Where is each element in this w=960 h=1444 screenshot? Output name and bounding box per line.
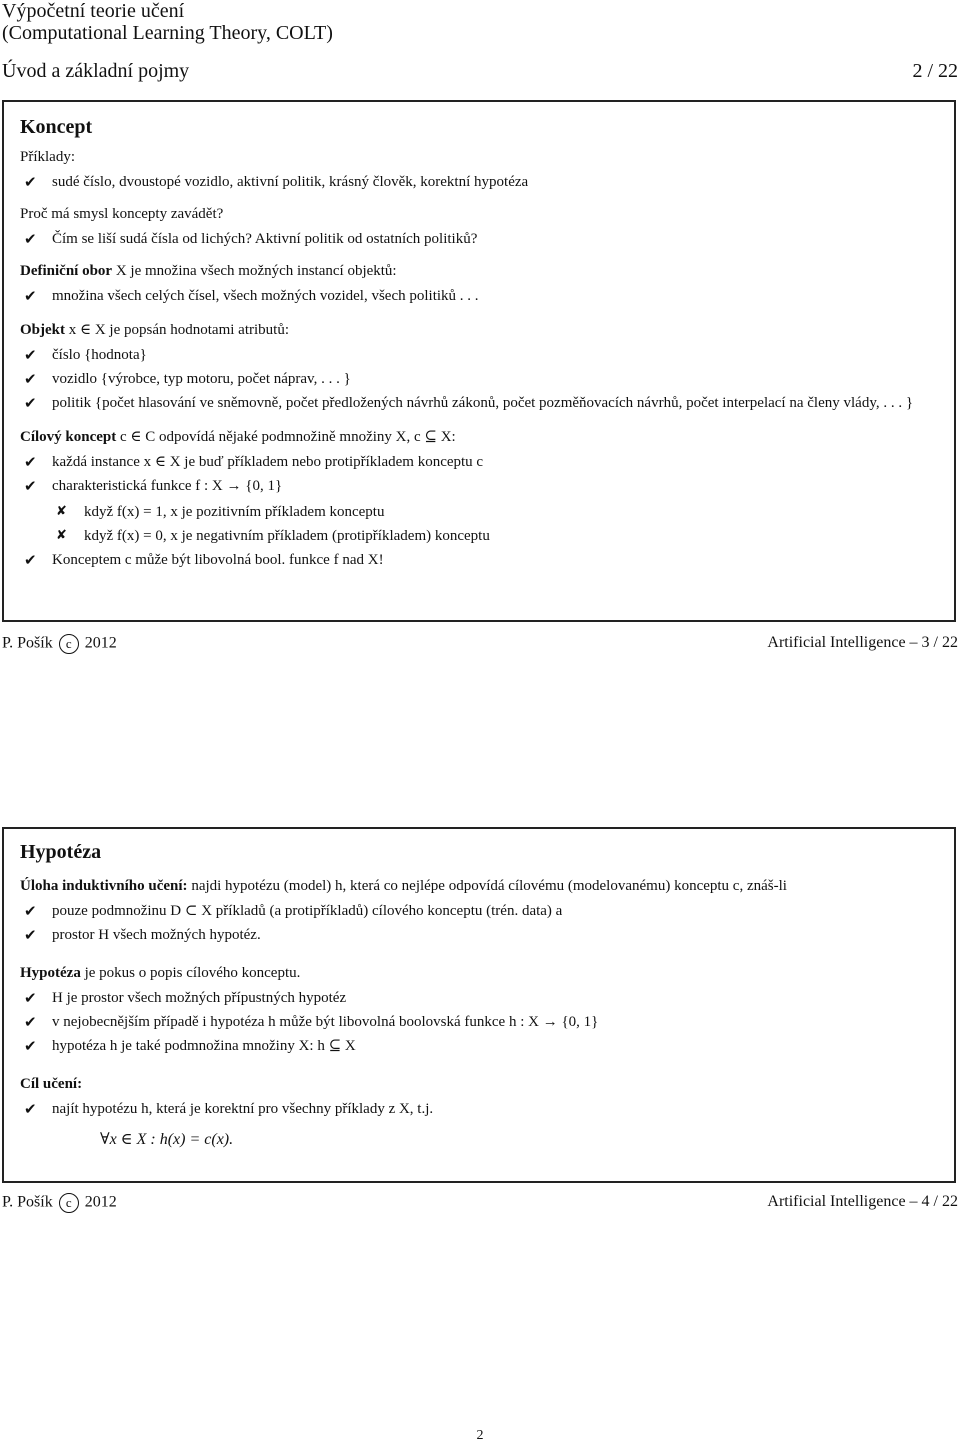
goal-formula: ∀x ∈ X : h(x) = c(x). [100, 1131, 234, 1148]
list-item: ✔ v nejobecnějším případě i hypotéza h může být libovolná boolovská funkce h : X → {0, 1} [24, 1013, 599, 1031]
list-item: ✔ H je prostor všech možných přípustných hypotéz [24, 989, 347, 1007]
list-item: ✔ množina všech celých čísel, všech možných vozidel, všech politiků . . . [24, 287, 479, 305]
object-list [20, 345, 938, 413]
list-item: ✔ Konceptem c může být libovolná bool. funkce f nad X! [24, 551, 384, 569]
target-concept-list [20, 452, 938, 570]
check-icon: ✔ [24, 346, 37, 364]
sublist-item: ✘ když f(x) = 0, x je negativním příkladem (protipříkladem) konceptu [56, 528, 490, 544]
check-icon: ✔ [24, 902, 37, 920]
list-item: ✔ sudé číslo, dvoustopé vozidlo, aktivní politik, krásný člověk, korektní hypotéza [24, 173, 529, 191]
paragraph-examples: Příklady: [20, 149, 75, 165]
copyright-icon: c [59, 634, 79, 654]
paragraph-hypothesis: Hypotéza je pokus o popis cílového konceptu. [20, 965, 301, 981]
check-icon: ✔ [24, 989, 37, 1007]
section-header [2, 60, 958, 83]
slide-footer [2, 1193, 958, 1213]
check-icon: ✔ [24, 453, 37, 471]
footer-course: Artificial Intelligence – 3 / 22 [767, 634, 958, 651]
check-icon: ✔ [24, 394, 37, 412]
list-item: ✔ číslo {hodnota} [24, 346, 147, 364]
footer-course: Artificial Intelligence – 4 / 22 [767, 1193, 958, 1210]
list-item: ✔ hypotéza h je také podmnožina množiny X: h ⊆ X [24, 1037, 356, 1055]
section-title: Úvod a základní pojmy [2, 60, 190, 82]
slide-footer [2, 634, 958, 654]
document-title-line1: Výpočetní teorie učení [2, 0, 185, 22]
list-item: ✔ vozidlo {výrobce, typ motoru, počet náprav, . . . } [24, 370, 351, 388]
examples-list [20, 172, 938, 192]
cross-icon: ✘ [56, 504, 67, 519]
check-icon: ✔ [24, 1037, 37, 1055]
section-page-count: 2 / 22 [912, 60, 958, 82]
paragraph-object: Objekt x ∈ X je popsán hodnotami atributů: [20, 322, 289, 338]
check-icon: ✔ [24, 173, 37, 191]
paragraph-why: Proč má smysl koncepty zavádět? [20, 206, 224, 222]
check-icon: ✔ [24, 926, 37, 944]
list-item: ✔ každá instance x ∈ X je buď příkladem nebo protipříkladem konceptu c [24, 453, 484, 471]
goal-list [20, 1099, 938, 1119]
slide-title: Hypotéza [20, 841, 102, 863]
list-item: ✔ pouze podmnožinu D ⊂ X příkladů (a protipříkladů) cílového konceptu (trén. data) a [24, 902, 563, 920]
paragraph-domain: Definiční obor X je množina všech možných instancí objektů: [20, 263, 397, 279]
task-list [20, 901, 938, 945]
list-item: ✔ najít hypotézu h, která je korektní pro všechny příklady z X, t.j. [24, 1100, 434, 1118]
sublist-item: ✘ když f(x) = 1, x je pozitivním příkladem konceptu [56, 504, 385, 520]
document-title-line2: (Computational Learning Theory, COLT) [2, 22, 333, 44]
list-item: ✔ politik {počet hlasování ve sněmovně, počet předložených návrhů zákonů, počet pozměňovacích návrhů, počet interpelací na členy vlády, . . . } [24, 394, 914, 412]
hypothesis-list [20, 988, 938, 1056]
check-icon: ✔ [24, 370, 37, 388]
list-item: ✔ prostor H všech možných hypotéz. [24, 926, 261, 944]
check-icon: ✔ [24, 1100, 37, 1118]
slide-title: Koncept [20, 116, 93, 138]
slide-koncept [2, 100, 956, 622]
cross-icon: ✘ [56, 528, 67, 543]
list-item: ✔ charakteristická funkce f : X → {0, 1} ✘ když f(x) = 1, x je pozitivním příkladem konceptu ✘ když f(x) = 0, x je negativním příkladem (protipříkladem) konceptu [20, 476, 938, 546]
list-item: ✔ Čím se liší sudá čísla od lichých? Aktivní politik od ostatních politiků? [24, 230, 478, 248]
check-icon: ✔ [24, 287, 37, 305]
copyright-icon: c [59, 1193, 79, 1213]
document-title [2, 0, 333, 44]
author: P. Pošík [2, 1193, 53, 1211]
check-icon: ✔ [24, 477, 37, 495]
sublist [52, 502, 938, 546]
domain-list [20, 286, 938, 306]
slide-hypoteza [2, 827, 956, 1183]
check-icon: ✔ [24, 1013, 37, 1031]
page-number: 2 [476, 1428, 484, 1443]
paragraph-target-concept: Cílový koncept c ∈ C odpovídá nějaké podmnožině množiny X, c ⊆ X: [20, 429, 456, 445]
check-icon: ✔ [24, 230, 37, 248]
paragraph-task: Úloha induktivního učení: najdi hypotézu (model) h, která co nejlépe odpovídá cílovému (modelovanému) konceptu c, znáš-li [20, 878, 787, 894]
check-icon: ✔ [24, 551, 37, 569]
paragraph-goal: Cíl učení: [20, 1076, 83, 1092]
why-list [20, 229, 938, 249]
author: P. Pošík [2, 634, 53, 652]
year: 2012 [84, 634, 117, 652]
year: 2012 [84, 1193, 117, 1211]
